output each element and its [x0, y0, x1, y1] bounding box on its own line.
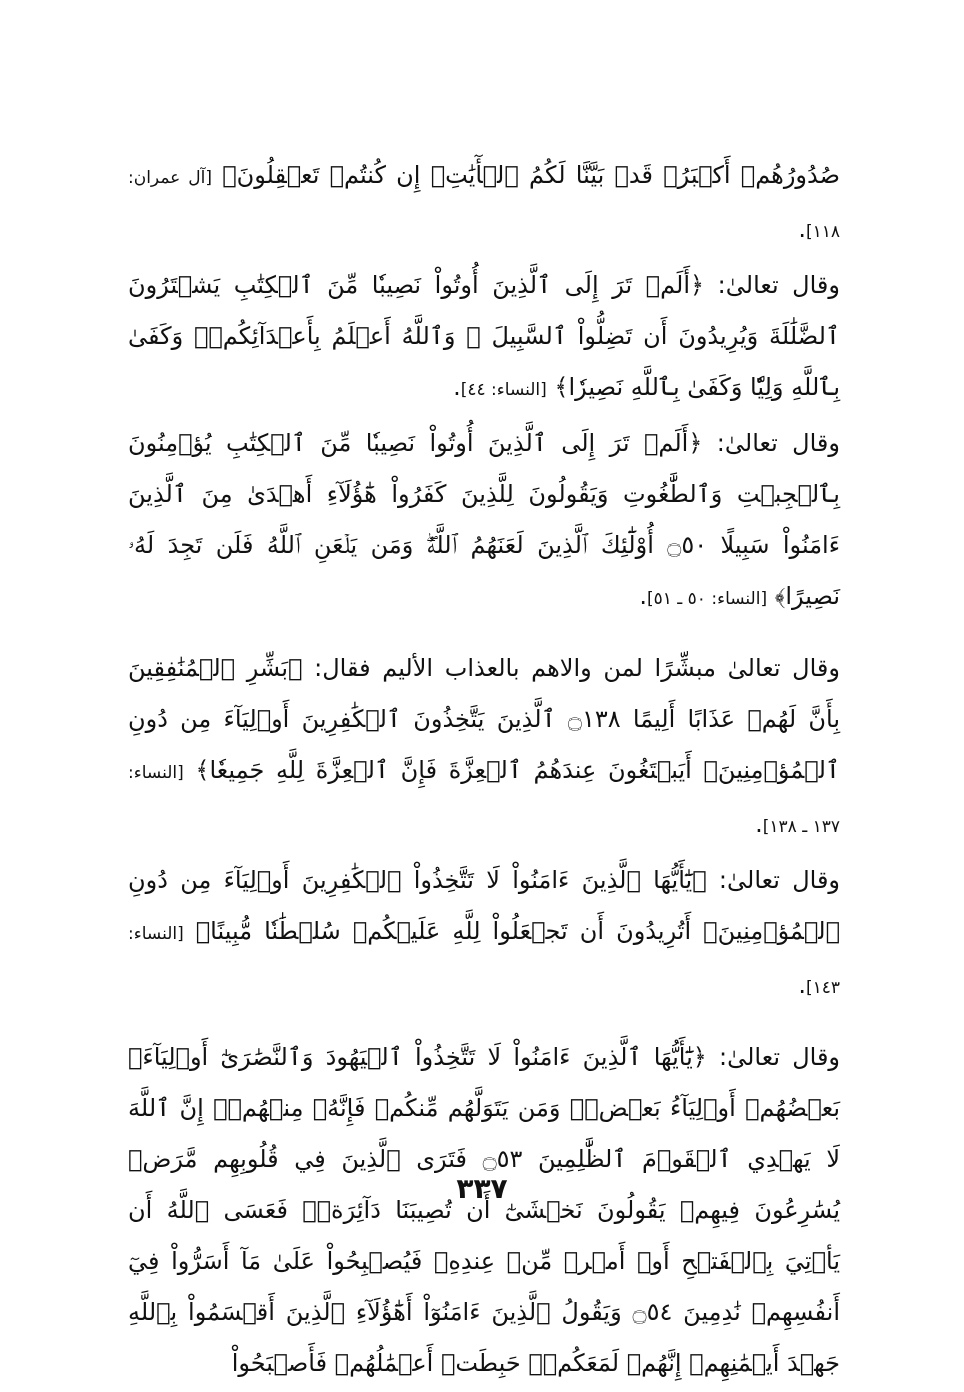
paragraph-4: [128, 643, 840, 853]
page-body: [128, 150, 840, 1392]
verse-reference: [النساء: ٤٤]: [460, 380, 547, 400]
paragraph-intro: وقال تعالىٰ مبشِّرًا لمن والاهم بالعذاب الأليم فقال:: [302, 654, 840, 682]
quran-verse: ﴿بَشِّرِ ٱلۡمُنَٰفِقِينَ بِأَنَّ لَهُمۡ عَذَابًا أَلِيمًا ۝١٣٨ ٱلَّذِينَ يَتَّخِذُونَ ٱلۡكَٰفِرِينَ أَوۡلِيَآءَ مِن دُونِ ٱلۡمُؤۡمِنِينَۚ أَيَبۡتَغُونَ عِندَهُمُ ٱلۡعِزَّةَ فَإِنَّ ٱلۡعِزَّةَ لِلَّهِ جَمِيعٗا﴾: [128, 654, 841, 784]
paragraph-6: [128, 1032, 840, 1392]
page-number: ٣٣٧: [456, 1172, 508, 1205]
paragraph-intro: وقال تعالىٰ:: [702, 429, 840, 457]
sentence-end: .: [453, 373, 461, 401]
sentence-end: .: [755, 810, 763, 838]
verse-reference: [آل عمران: ١١٨]: [128, 168, 840, 242]
quran-verse: ﴿أَلَمۡ تَرَ إِلَى ٱلَّذِينَ أُوتُواْ نَصِيبٗا مِّنَ ٱلۡكِتَٰبِ يُؤۡمِنُونَ بِٱلۡجِبۡتِ وَٱلطَّٰغُوتِ وَيَقُولُونَ لِلَّذِينَ كَفَرُواْ هَٰٓؤُلَآءِ أَهۡدَىٰ مِنَ ٱلَّذِينَ ءَامَنُواْ سَبِيلًا ۝٥٠ أُوْلَٰٓئِكَ ٱلَّذِينَ لَعَنَهُمُ ٱللَّهُۖ وَمَن يَلۡعَنِ ٱللَّهُ فَلَن تَجِدَ لَهُۥ نَصِيرًا﴾: [128, 429, 840, 610]
paragraph-3: [128, 418, 840, 625]
quran-verse: صُدُورُهُمۡ أَكۡبَرُۚ قَدۡ بَيَّنَّا لَكُمُ ٱلۡأٓيَٰتِۖ إِن كُنتُمۡ تَعۡقِلُونَ﴾: [222, 161, 840, 189]
paragraph-intro: وقال تعالىٰ:: [706, 866, 841, 894]
quran-verse: ﴿يَٰٓأَيُّهَا ٱلَّذِينَ ءَامَنُواْ لَا تَتَّخِذُواْ ٱلۡكَٰفِرِينَ أَوۡلِيَآءَ مِن دُونِ ٱلۡمُؤۡمِنِينَۚ أَتُرِيدُونَ أَن تَجۡعَلُواْ لِلَّهِ عَلَيۡكُمۡ سُلۡطَٰنٗا مُّبِينًا﴾: [128, 866, 840, 945]
verse-reference: [النساء: ١٣٧ ـ ١٣٨]: [128, 763, 840, 837]
paragraph-intro: وقال تعالىٰ:: [704, 271, 840, 299]
sentence-end: .: [798, 971, 806, 999]
sentence-end: .: [798, 215, 806, 243]
quran-verse: ﴿أَلَمۡ تَرَ إِلَى ٱلَّذِينَ أُوتُواْ نَصِيبٗا مِّنَ ٱلۡكِتَٰبِ يَشۡتَرُونَ ٱلضَّلَٰلَةَ وَيُرِيدُونَ أَن تَضِلُّواْ ٱلسَّبِيلَ ۚ وَٱللَّهُ أَعۡلَمُ بِأَعۡدَآئِكُمۡۚ وَكَفَىٰ بِٱللَّهِ وَلِيّٗا وَكَفَىٰ بِٱللَّهِ نَصِيرٗا﴾: [128, 271, 840, 401]
paragraph-5: [128, 855, 840, 1014]
quran-verse: ﴿يَٰٓأَيُّهَا ٱلَّذِينَ ءَامَنُواْ لَا تَتَّخِذُواْ ٱلۡيَهُودَ وَٱلنَّصَٰرَىٰٓ أَوۡلِيَآءَۘ بَعۡضُهُمۡ أَوۡلِيَآءُ بَعۡضٖۚ وَمَن يَتَوَلَّهُم مِّنكُمۡ فَإِنَّهُۥ مِنۡهُمۡۗ إِنَّ ٱللَّهَ لَا يَهۡدِي ٱلۡقَوۡمَ ٱلظَّٰلِمِينَ ۝٥٣ فَتَرَى ٱلَّذِينَ فِي قُلُوبِهِم مَّرَضٞ يُسَٰرِعُونَ فِيهِمۡ يَقُولُونَ نَخۡشَىٰٓ أَن تُصِيبَنَا دَآئِرَةٞۚ فَعَسَى ٱللَّهُ أَن يَأۡتِيَ بِٱلۡفَتۡحِ أَوۡ أَمۡرٖ مِّنۡ عِندِهِۦ فَيُصۡبِحُواْ عَلَىٰ مَآ أَسَرُّواْ فِيٓ أَنفُسِهِمۡ نَٰدِمِينَ ۝٥٤ وَيَقُولُ ٱلَّذِينَ ءَامَنُوٓاْ أَهَٰٓؤُلَآءِ ٱلَّذِينَ أَقۡسَمُواْ بِٱللَّهِ جَهۡدَ أَيۡمَٰنِهِمۡ إِنَّهُمۡ لَمَعَكُمۡۚ حَبِطَتۡ أَعۡمَٰلُهُمۡ فَأَصۡبَحُواْ: [128, 1043, 841, 1377]
paragraph-intro: وقال تعالىٰ:: [706, 1043, 841, 1071]
sentence-end: .: [639, 582, 647, 610]
paragraph-2: [128, 260, 840, 416]
paragraph-1: [128, 150, 840, 258]
verse-reference: [النساء: ١٤٣]: [128, 924, 840, 998]
verse-reference: [النساء: ٥٠ ـ ٥١]: [646, 589, 768, 609]
